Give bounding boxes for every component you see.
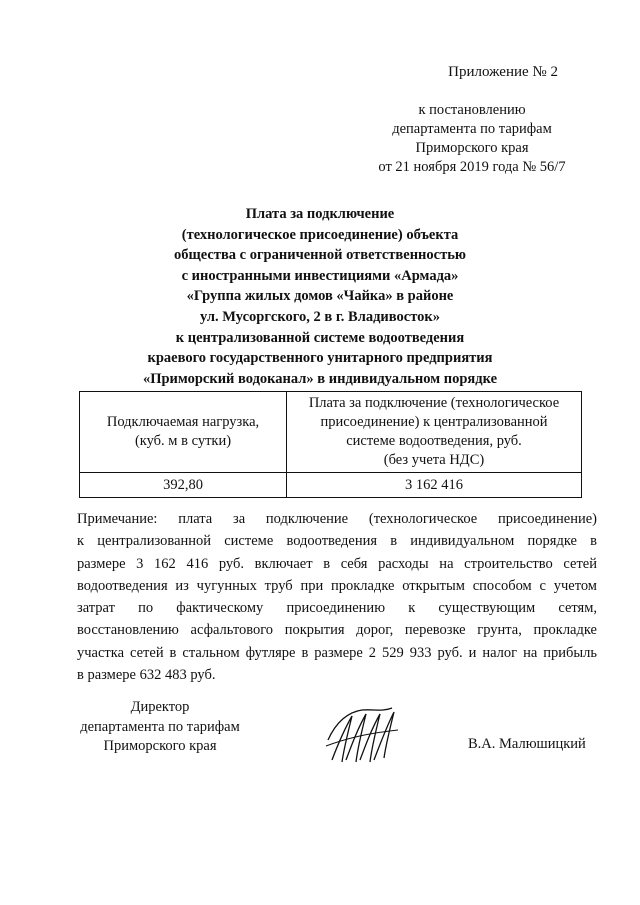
title-line: Плата за подключение <box>245 206 395 222</box>
title-line: ул. Мусоргского, 2 в г. Владивосток» <box>200 308 440 325</box>
header-load <box>80 392 287 473</box>
note-line: в размере 632 483 руб. <box>77 667 216 684</box>
position-line: департамента по тарифам <box>80 718 240 735</box>
handwritten-signature <box>322 700 402 766</box>
position-line: Директор <box>130 699 190 715</box>
header-fee <box>287 392 582 473</box>
header-text: (куб. м в сутки) <box>134 433 232 449</box>
header-text: Подключаемая нагрузка, <box>106 414 260 430</box>
note-line: затрат по фактическому присоединению к существующим сетям, <box>77 600 597 617</box>
note-line: участка сетей в стальном футляре в размере 2 529 933 руб. и налог на прибыль <box>77 644 597 661</box>
decree-line: к постановлению <box>418 102 526 118</box>
director-position <box>60 698 260 757</box>
note-line: к централизованной системе водоотведения в индивидуальном порядке в <box>77 533 597 550</box>
appendix-label: Приложение № 2 <box>448 64 558 80</box>
position-line: Приморского края <box>103 738 217 754</box>
decree-line: от 21 ноября 2019 года № 56/7 <box>378 159 566 175</box>
cell-fee-value: 3 162 416 <box>287 473 582 498</box>
signer-name: В.А. Малюшицкий <box>468 736 586 752</box>
title-line: краевого государственного унитарного предприятия <box>147 350 493 367</box>
decree-reference <box>372 101 572 177</box>
title-line: (технологическое присоединение) объекта <box>181 226 459 243</box>
document-title <box>60 204 580 389</box>
title-line: «Группа жилых домов «Чайка» в районе <box>186 288 454 305</box>
note-line: размере 3 162 416 руб. включает в себя расходы на строительство сетей <box>77 555 597 572</box>
fee-table <box>79 391 582 498</box>
note-line: водоотведения из чугунных труб при прокладке открытым способом с учетом <box>77 577 597 594</box>
note-paragraph <box>77 508 597 686</box>
table-header-row <box>80 392 582 473</box>
note-line: Примечание: плата за подключение (технологическое присоединение) <box>77 511 597 527</box>
note-line: восстановлению асфальтового покрытия дорог, перевозке грунта, прокладке <box>77 622 597 639</box>
header-text: Плата за подключение (технологическое <box>308 395 560 411</box>
decree-line: Приморского края <box>415 140 529 156</box>
header-text: присоединение) к централизованной <box>320 414 548 430</box>
header-text: (без учета НДС) <box>383 452 485 468</box>
title-line: «Приморский водоканал» в индивидуальном порядке <box>142 370 498 387</box>
table-row <box>80 473 582 498</box>
decree-line: департамента по тарифам <box>392 121 552 137</box>
title-line: с иностранными инвестициями «Армада» <box>181 267 459 284</box>
title-line: общества с ограниченной ответственностью <box>174 247 466 264</box>
cell-load-value: 392,80 <box>80 473 287 498</box>
title-line: к централизованной системе водоотведения <box>175 329 465 346</box>
header-text: системе водоотведения, руб. <box>346 433 522 449</box>
